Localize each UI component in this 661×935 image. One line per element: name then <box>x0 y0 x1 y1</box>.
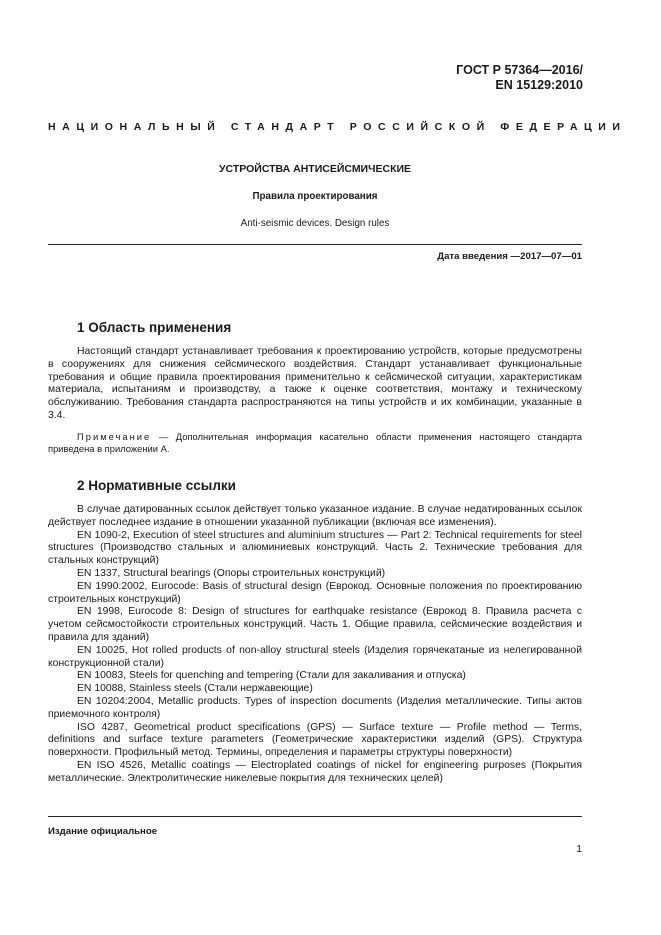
section-2-body <box>48 504 582 786</box>
standard-number-line-1: ГОСТ Р 57364—2016/ <box>456 63 583 77</box>
standard-number <box>456 63 583 93</box>
introduction-date: Дата введения —2017—07—01 <box>437 251 582 262</box>
national-standard-banner: НАЦИОНАЛЬНЫЙ СТАНДАРТ РОССИЙСКОЙ ФЕДЕРАЦИИ <box>48 121 627 133</box>
section-2-heading: 2 Нормативные ссылки <box>77 478 236 493</box>
document-title: УСТРОЙСТВА АНТИСЕЙСМИЧЕСКИЕ <box>218 163 412 175</box>
reference-paragraph: EN 10088, Stainless steels (Стали нержавеющие) <box>77 683 313 695</box>
document-title-english: Anti-seismic devices. Design rules <box>240 218 390 229</box>
section-1-note <box>48 431 582 456</box>
section-1-heading: 1 Область применения <box>77 320 232 335</box>
reference-paragraph: EN 1337, Structural bearings (Опоры строительных конструкций) <box>77 567 386 579</box>
reference-paragraph: EN 10204:2004, Metallic products. Types of inspection documents (Изделия металлические. Типы актов приемочного контроля) <box>48 695 582 720</box>
reference-paragraph: EN 1990:2002, Eurocode: Basis of structural design (Еврокод. Основные положения по проектированию строительных конструкций) <box>48 580 582 605</box>
reference-paragraph: EN 1998, Eurocode 8: Design of structures for earthquake resistance (Еврокод 8. Правила расчета с учетом сейсмостойкости строительных конструкций. Часть 1. Общие правила, сейсмические воздействия и правила для зданий) <box>48 606 582 643</box>
title-divider <box>48 244 582 245</box>
section-1-paragraph: Настоящий стандарт устанавливает требования к проектированию устройств, которые предусмотрены в сооружениях для снижения сейсмического воздействия. Стандарт устанавливает функциональные требования и общие правила проектирования применительно к сейсмической ситуации, характеристикам материала, испытаниям и производству, а также к оценке соответствия, монтажу и техническому обслуживанию. Требования стандарта распространяются на типы устройств и их комбинации, указанные в 3.4. <box>48 346 582 421</box>
reference-paragraph: EN 1090-2, Execution of steel structures and aluminium structures — Part 2: Technical requirements for steel structures (Производство стальных и алюминиевых конструкций. Часть 2. Технические требования для стальных конструкций) <box>48 529 582 567</box>
official-edition-label: Издание официальное <box>48 826 158 837</box>
note-text: — Дополнительная информация касательно области применения настоящего стандарта приведена в приложении А. <box>48 431 582 455</box>
reference-paragraph: EN 10025, Hot rolled products of non-alloy structural steels (Изделия горячекатаные из нелегированной конструкционной стали) <box>48 644 582 669</box>
footer-divider <box>48 816 582 817</box>
page-number: 1 <box>576 844 582 855</box>
reference-paragraph: EN ISO 4526, Metallic coatings — Electroplated coatings of nickel for engineering purposes (Покрытия металлические. Электролитические никелевые покрытия для технических целей) <box>48 759 582 784</box>
note-label: Примечание <box>77 431 152 442</box>
standard-number-line-2: EN 15129:2010 <box>495 78 583 92</box>
document-subtitle: Правила проектирования <box>252 191 378 202</box>
reference-paragraph: EN 10083, Steels for quenching and tempering (Стали для закаливания и отпуска) <box>77 670 466 682</box>
reference-paragraph: В случае датированных ссылок действует только указанное издание. В случае недатированных ссылок действует последнее издание в отношении указанной публикации (включая все изменения). <box>48 504 582 528</box>
section-1-body <box>48 346 582 423</box>
reference-paragraph: ISO 4287, Geometrical product specifications (GPS) — Surface texture — Profile method — Terms, definitions and surface texture parameters (Геометрические характеристики изделий (GPS). Структура поверхности. Профильный метод. Термины, определения и параметры структуры поверхности) <box>48 721 582 759</box>
